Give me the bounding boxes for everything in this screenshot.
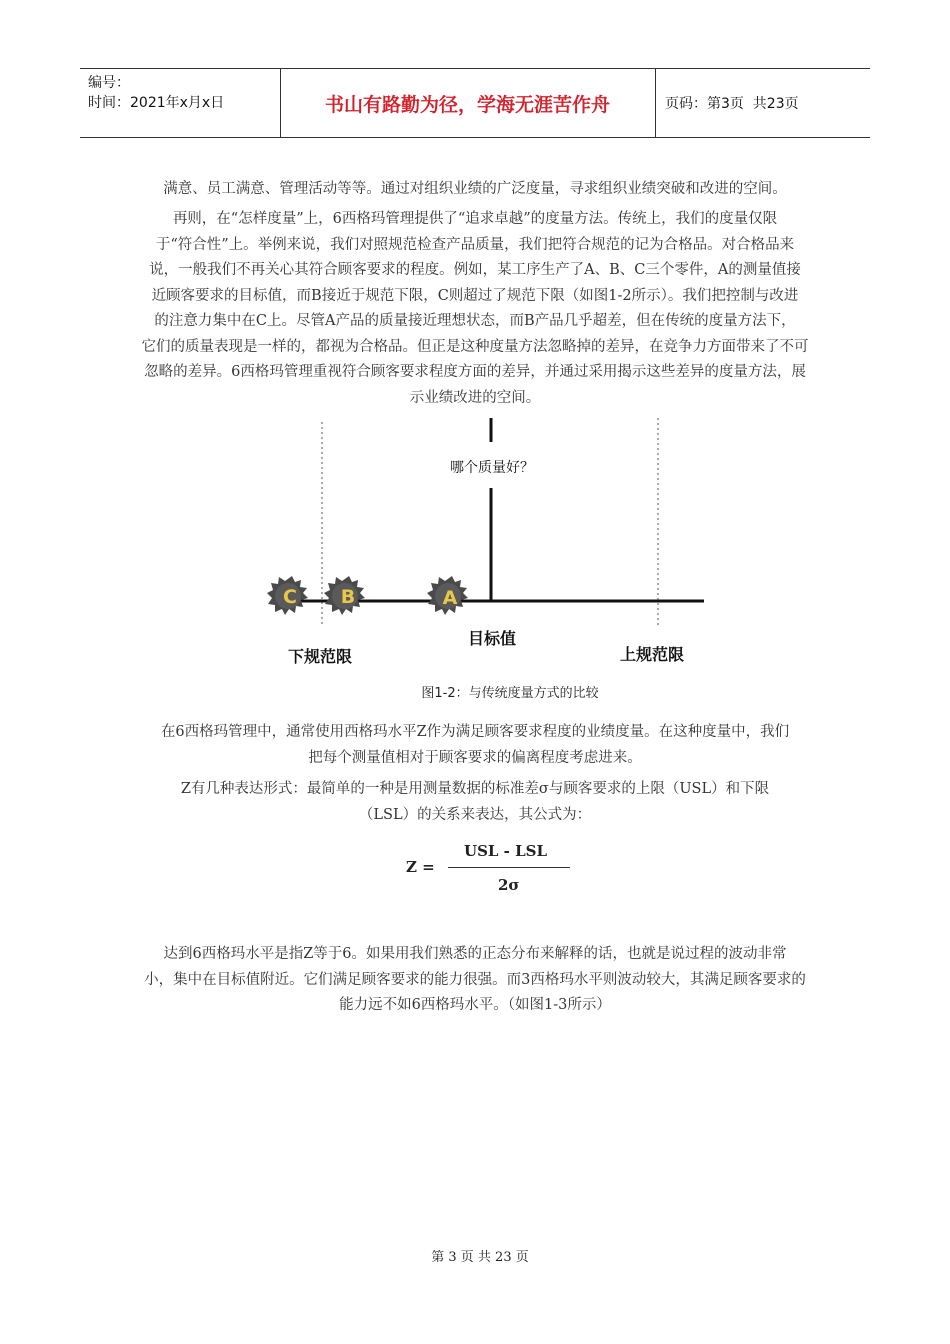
- upper-limit-label: 上规范限: [619, 645, 685, 664]
- fraction-bar: [448, 867, 570, 868]
- number-label: 编号：: [88, 75, 130, 91]
- formula-lhs: Z =: [406, 858, 435, 876]
- formula-denominator: 2σ: [498, 876, 520, 894]
- header-meta: [88, 73, 278, 113]
- text-line: 在6西格玛管理中，通常使用西格玛水平Z作为满足顾客要求程度的业绩度量。在这种度量中，我们: [160, 724, 790, 740]
- paragraph-4: [80, 777, 870, 828]
- header-divider: [655, 69, 656, 137]
- text-line: 能力远不如6西格玛水平。（如图1-3所示）: [339, 997, 611, 1013]
- text-line: 把每个测量值相对于顾客要求的偏离程度考虑进来。: [308, 749, 642, 766]
- header-motto: 书山有路勤为径，学海无涯苦作舟: [324, 93, 610, 116]
- text-line: Z有几种表达形式：最简单的一种是用测量数据的标准差σ与顾客要求的上限（USL）和下限: [180, 781, 770, 797]
- marker-a-label: A: [442, 587, 458, 609]
- lower-limit-label: 下规范限: [287, 647, 353, 666]
- z-formula: [398, 838, 578, 898]
- marker-c: [267, 576, 308, 615]
- text-line: 的注意力集中在C上。尽管A产品的质量接近理想状态，而B产品几乎超差，但在传统的度量方法下，: [154, 313, 796, 329]
- paragraph-5: [80, 942, 870, 1019]
- text-line: 达到6西格玛水平是指Z等于6。如果用我们熟悉的正态分布来解释的话，也就是说过程的波动非常: [163, 946, 787, 962]
- text-line: 示业绩改进的空间。: [409, 389, 541, 406]
- paragraph-3: [80, 720, 870, 771]
- time-label: 时间：2021年x月x日: [88, 95, 225, 111]
- marker-c-label: C: [283, 586, 297, 608]
- text-line: （LSL）的关系来表达，其公式为：: [358, 806, 592, 823]
- formula-numerator: USL - LSL: [464, 842, 548, 860]
- question-label: 哪个质量好？: [450, 460, 534, 476]
- paragraph-2: [80, 207, 870, 411]
- text-line: 近顾客要求的目标值，而B接近于规范下限，C则超过了规范下限（如图1-2所示）。我们把控制与改进: [151, 287, 799, 304]
- figure-1-2: [260, 410, 720, 710]
- text-line: 它们的质量表现是一样的，都视为合格品。但正是这种度量方法忽略掉的差异，在竞争力方面带来了不可: [141, 338, 809, 355]
- target-label: 目标值: [467, 629, 517, 648]
- text-line: 说，一般我们不再关心其符合顾客要求的程度。例如，某工序生产了A、B、C三个零件，A的测量值接: [149, 262, 801, 278]
- figure-caption: 图1-2：与传统度量方式的比较: [421, 686, 599, 701]
- marker-b: [324, 576, 365, 615]
- marker-b-label: B: [340, 586, 356, 608]
- marker-a: [427, 576, 468, 615]
- text-line: 小，集中在目标值附近。它们满足顾客要求的能力很强。而3西格玛水平则波动较大，其满足顾客要求的: [144, 971, 806, 988]
- header-page-info: 页码：第3页 共23页: [665, 96, 799, 112]
- text-line: 再则，在“怎样度量”上，6西格玛管理提供了“追求卓越”的度量方法。传统上，我们的度量仅限: [172, 211, 778, 227]
- text-line: 满意、员工满意、管理活动等等。通过对组织业绩的广泛度量，寻求组织业绩突破和改进的空间。: [163, 181, 787, 197]
- page-footer: 第 3 页 共 23 页: [431, 1250, 529, 1265]
- text-line: 于“符合性”上。举例来说，我们对照规范检查产品质量，我们把符合规范的记为合格品。对合格品来: [155, 236, 795, 253]
- paragraph-1: [80, 177, 870, 203]
- text-line: 忽略的差异。6西格玛管理重视符合顾客要求程度方面的差异，并通过采用揭示这些差异的度量方法，展: [144, 364, 806, 380]
- document-header: [80, 68, 870, 138]
